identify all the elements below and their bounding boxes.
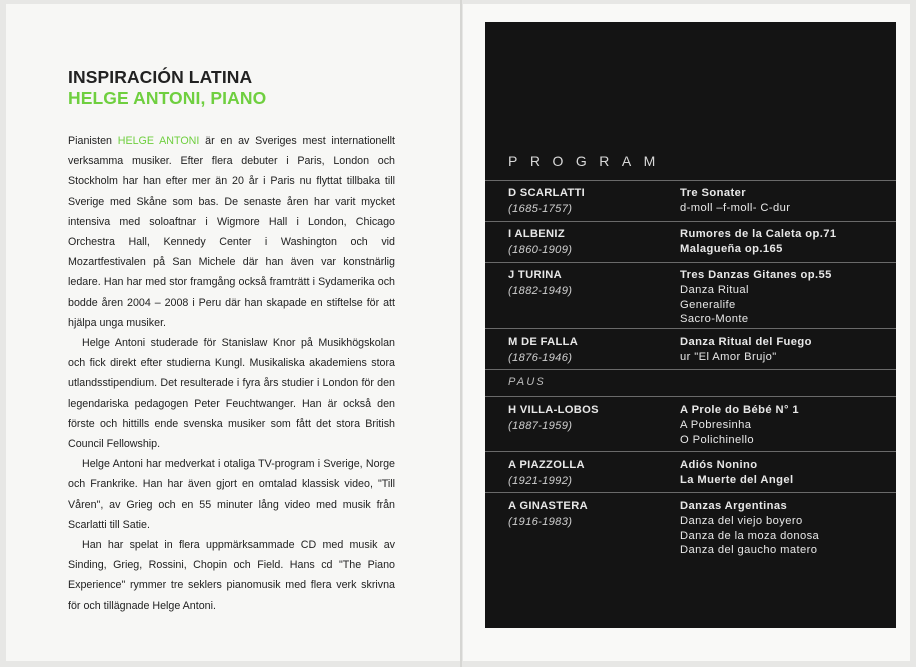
work-title: Danzas Argentinas bbox=[680, 500, 788, 512]
composer-name: A PIAZZOLLA bbox=[508, 459, 585, 471]
artist-name-highlight: HELGE ANTONI bbox=[117, 135, 200, 147]
composer-years: (1882-1949) bbox=[508, 284, 573, 297]
composer-years: (1876-1946) bbox=[508, 351, 573, 364]
work-detail: Danza del viejo boyero bbox=[680, 514, 803, 527]
program-entry-works bbox=[680, 335, 812, 365]
program-entry-works bbox=[680, 268, 832, 327]
bio-p1-start: Pianisten bbox=[68, 135, 118, 147]
program-entry-works bbox=[680, 186, 790, 216]
composer-years: (1916-1983) bbox=[508, 515, 573, 528]
intermission-label: PAUS bbox=[508, 376, 546, 388]
work-title: Malagueña op.165 bbox=[680, 242, 783, 255]
composer-name: H VILLA-LOBOS bbox=[508, 404, 599, 416]
bio-paragraph-3: Helge Antoni har medverkat i otaliga TV-program i Sverige, Norge och Frankrike. Han har även gjort en omtalad klassisk video, "Till Våren", av Grieg och en 55 minuter lång video med musik från Scarlatti till Satie. bbox=[68, 458, 395, 531]
work-detail: O Polichinello bbox=[680, 433, 755, 446]
bio-paragraph-4: Han har spelat in flera uppmärksammade CD med musik av Sinding, Grieg, Rossini, Chopin och Field. Hans cd "The Piano Experience" rymmer tre seklers pianomusik med flera verk skrivna för och tillägnade Helge Antoni. bbox=[68, 539, 395, 612]
program-entry-works bbox=[680, 403, 799, 447]
composer-years: (1860-1909) bbox=[508, 243, 573, 256]
divider bbox=[485, 492, 896, 493]
program-entry-composer bbox=[508, 227, 572, 258]
page-title: INSPIRACIÓN LATINA bbox=[68, 67, 253, 87]
bio-paragraph-1 bbox=[68, 131, 395, 333]
composer-name: A GINASTERA bbox=[508, 500, 588, 512]
composer-name: J TURINA bbox=[508, 269, 562, 281]
divider bbox=[485, 221, 896, 222]
work-title: Adiós Nonino bbox=[680, 459, 758, 471]
work-detail: Generalife bbox=[680, 298, 736, 311]
composer-years: (1685-1757) bbox=[508, 202, 573, 215]
work-title: Danza Ritual del Fuego bbox=[680, 336, 812, 348]
composer-name: I ALBENIZ bbox=[508, 228, 565, 240]
divider bbox=[485, 262, 896, 263]
composer-name: M DE FALLA bbox=[508, 336, 579, 348]
work-title: Tres Danzas Gitanes op.55 bbox=[680, 269, 832, 281]
divider bbox=[485, 451, 896, 452]
program-entry-composer bbox=[508, 403, 599, 434]
program-entry-composer bbox=[508, 458, 585, 489]
work-title: Tre Sonater bbox=[680, 187, 746, 199]
work-detail: Sacro-Monte bbox=[680, 313, 749, 326]
work-detail: Danza Ritual bbox=[680, 283, 749, 296]
program-entry-works bbox=[680, 227, 837, 257]
bio-p1-rest: är en av Sveriges mest internationellt verksamma musiker. Efter flera debuter i Paris, London och Stockholm har han efter mer än 20 år i Paris nu flyttat tillbaka till Sverige med Skåne som bas. De senaste åren har varit mycket intensiva med soloaftnar i Wigmore Hall i London, Chicago Orchestra Hall, Kennedy Center i Washington och vid Mozartfestivalen på San Michele där han även var konstnärlig ledare. Han har med stor framgång också framträtt i Sydamerika och bodde åren 2004 – 2008 i Peru där han skapade en stiftelse för att hjälpa unga musiker. bbox=[68, 135, 396, 329]
biography-text bbox=[68, 131, 395, 616]
bio-paragraph-2: Helge Antoni studerade för Stanislaw Knor på Musikhögskolan och fick direkt efter studierna Kungl. Musikaliska akademiens stora utlandsstipendium. Det resulterade i fyra års studier i London för den legendariska pedagogen Peter Feuchtwanger. Han är också den förste och hittills ende svenska musiker som fått det stora British Council Fellowship. bbox=[68, 337, 395, 451]
divider bbox=[485, 328, 896, 329]
program-entry-composer bbox=[508, 499, 588, 530]
composer-years: (1921-1992) bbox=[508, 474, 573, 487]
program-entry-works bbox=[680, 458, 793, 488]
work-title: A Prole do Bébé N° 1 bbox=[680, 404, 799, 416]
divider bbox=[485, 369, 896, 370]
work-detail: Danza de la moza donosa bbox=[680, 529, 820, 542]
page-subtitle: HELGE ANTONI, PIANO bbox=[68, 88, 267, 108]
program-entry-composer bbox=[508, 335, 578, 366]
work-title: Rumores de la Caleta op.71 bbox=[680, 228, 837, 240]
program-entry-composer bbox=[508, 268, 572, 299]
work-detail: ur "El Amor Brujo" bbox=[680, 350, 777, 363]
work-detail: Danza del gaucho matero bbox=[680, 544, 818, 557]
work-detail: d-moll –f-moll- C-dur bbox=[680, 201, 791, 214]
composer-years: (1887-1959) bbox=[508, 419, 573, 432]
composer-name: D SCARLATTI bbox=[508, 187, 586, 199]
program-entry-works bbox=[680, 499, 819, 558]
program-entry-composer bbox=[508, 186, 585, 217]
program-heading: PROGRAM bbox=[508, 153, 668, 169]
work-title: La Muerte del Angel bbox=[680, 473, 794, 486]
page-fold bbox=[460, 0, 462, 667]
work-detail: A Pobresinha bbox=[680, 418, 752, 431]
divider bbox=[485, 180, 896, 181]
divider bbox=[485, 396, 896, 397]
